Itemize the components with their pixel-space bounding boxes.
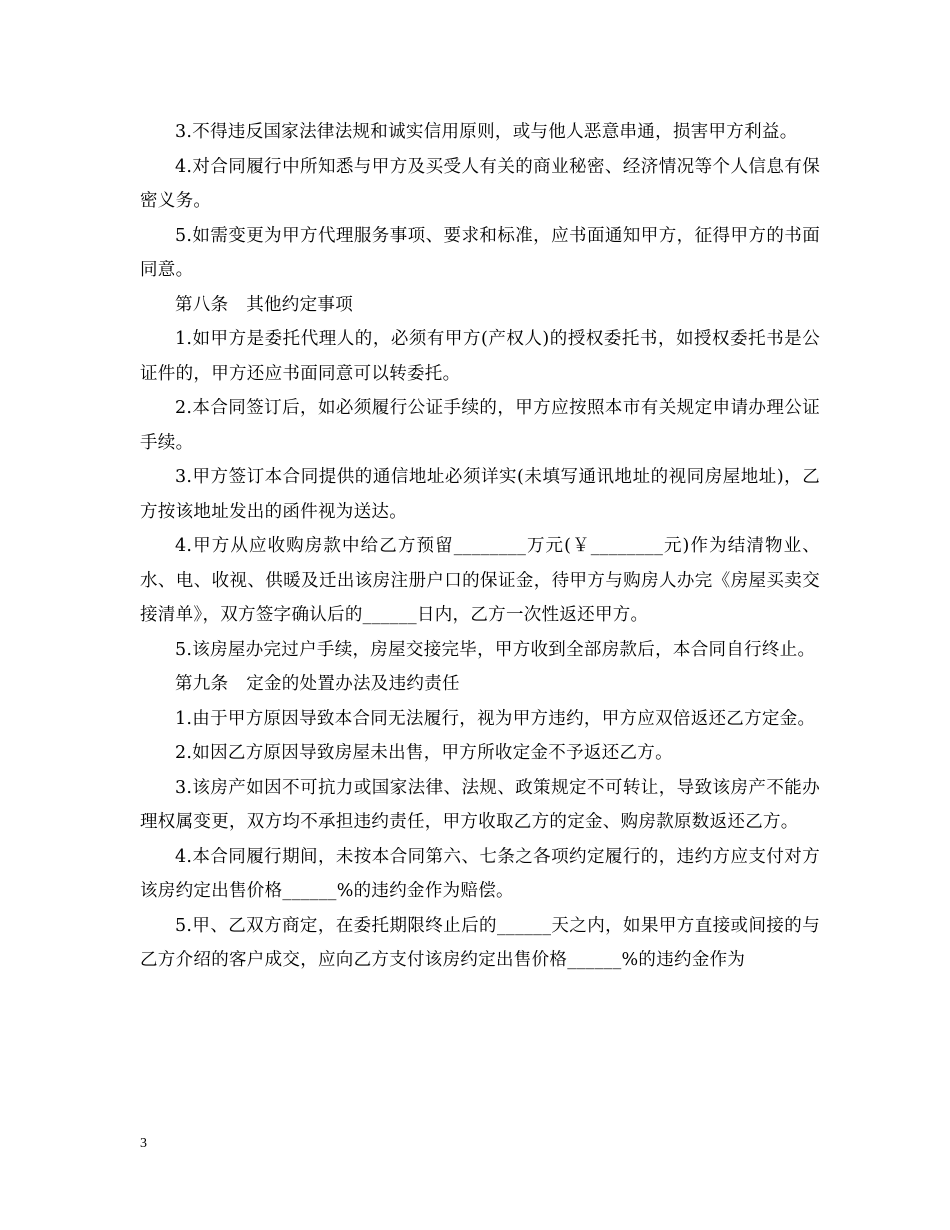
paragraph: 1.如甲方是委托代理人的，必须有甲方(产权人)的授权委托书，如授权委托书是公证件的，甲方还应书面同意可以转委托。 xyxy=(140,329,820,384)
paragraph: 4.对合同履行中所知悉与甲方及买受人有关的商业秘密、经济情况等个人信息有保密义务。 xyxy=(140,156,820,211)
paragraph: 4.甲方从应收购房款中给乙方预留________万元(￥________元)作为结清物业、水、电、收视、供暖及迁出该房注册户口的保证金，待甲方与购房人办完《房屋买卖交接清单》，双方签字确认后的______日内，乙方一次性返还甲方。 xyxy=(140,536,820,625)
paragraph: 3.甲方签订本合同提供的通信地址必须详实(未填写通讯地址的视同房屋地址)，乙方按该地址发出的函件视为送达。 xyxy=(140,467,820,522)
page-number: 3 xyxy=(140,1136,147,1151)
document-body xyxy=(140,115,820,978)
paragraph: 5.该房屋办完过户手续，房屋交接完毕，甲方收到全部房款后，本合同自行终止。 xyxy=(175,639,816,660)
paragraph: 3.不得违反国家法律法规和诚实信用原则，或与他人恶意串通，损害甲方利益。 xyxy=(175,122,798,142)
paragraph: 2.本合同签订后，如必须履行公证手续的，甲方应按照本市有关规定申请办理公证手续。 xyxy=(140,398,820,453)
paragraph: 4.本合同履行期间，未按本合同第六、七条之各项约定履行的，违约方应支付对方该房约定出售价格______%的违约金作为赔偿。 xyxy=(140,846,820,901)
paragraph: 1.由于甲方原因导致本合同无法履行，视为甲方违约，甲方应双倍返还乙方定金。 xyxy=(175,708,816,729)
paragraph: 2.如因乙方原因导致房屋未出售，甲方所收定金不予返还乙方。 xyxy=(175,743,673,763)
section-heading: 第八条 其他约定事项 xyxy=(175,294,353,315)
paragraph: 5.甲、乙双方商定，在委托期限终止后的______天之内，如果甲方直接或间接的与乙方介绍的客户成交，应向乙方支付该房约定出售价格______%的违约金作为 xyxy=(140,915,820,970)
paragraph: 5.如需变更为甲方代理服务事项、要求和标准，应书面通知甲方，征得甲方的书面同意。 xyxy=(140,225,820,280)
paragraph: 3.该房产如因不可抗力或国家法律、法规、政策规定不可转让，导致该房产不能办理权属变更，双方均不承担违约责任，甲方收取乙方的定金、购房款原数返还乙方。 xyxy=(140,777,820,832)
section-heading: 第九条 定金的处置办法及违约责任 xyxy=(175,674,460,694)
